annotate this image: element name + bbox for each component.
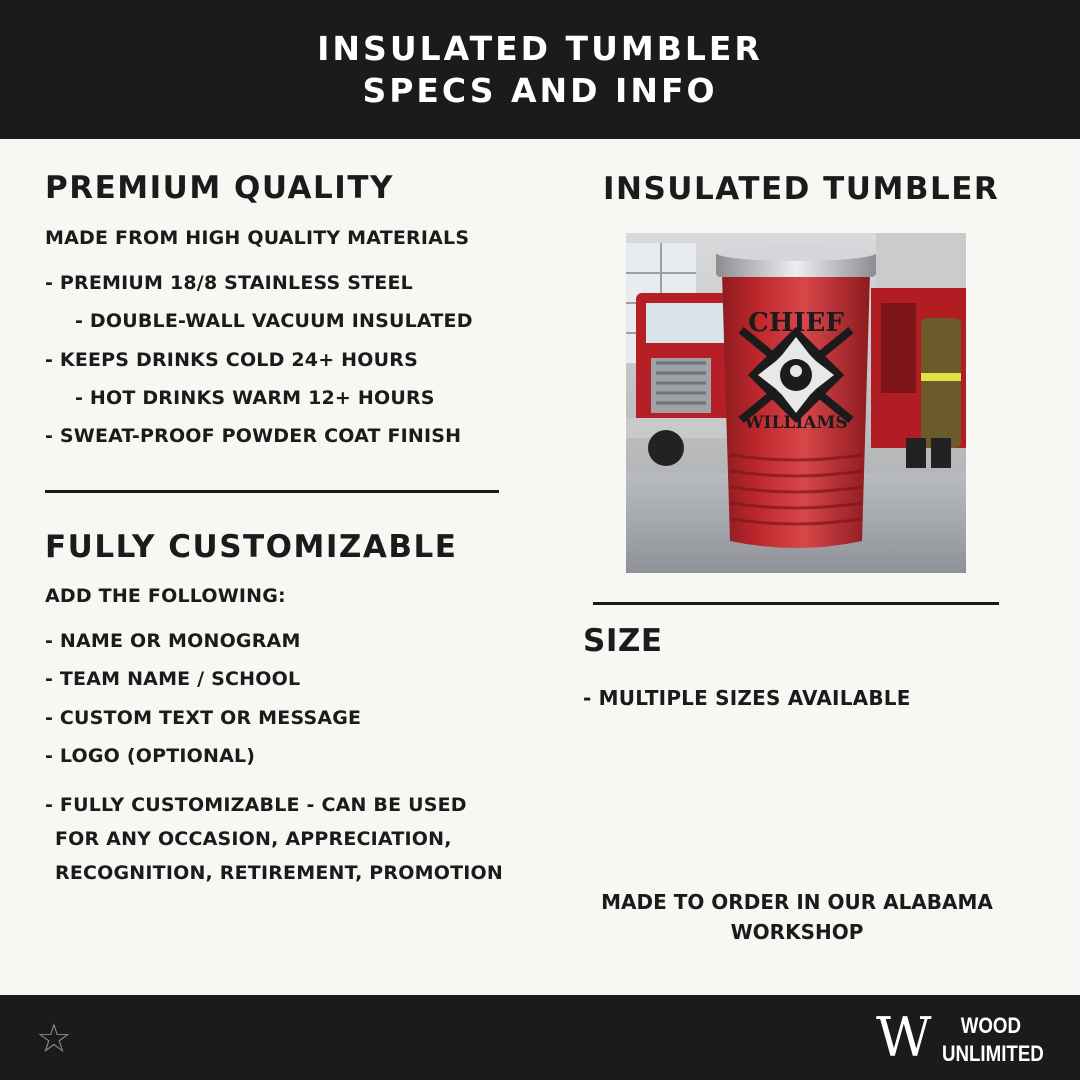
right-divider [593,602,999,605]
customizable-heading: FULLY CUSTOMIZABLE [45,529,458,565]
premium-item: - KEEPS DRINKS COLD 24+ HOURS [45,349,418,371]
premium-item: - PREMIUM 18/8 STAINLESS STEEL [45,272,413,294]
premium-item: - SWEAT-PROOF POWDER COAT FINISH [45,425,462,447]
product-heading: INSULATED TUMBLER [603,171,1000,207]
left-divider [45,490,499,493]
customizable-intro: ADD THE FOLLOWING: [45,585,286,607]
customizable-item: - TEAM NAME / SCHOOL [45,668,301,690]
size-heading: SIZE [583,623,663,659]
made-to-order-note [583,887,1011,947]
customizable-item: - NAME OR MONOGRAM [45,630,301,652]
made-to-order-line1: MADE TO ORDER IN OUR ALABAMA [601,890,993,914]
engraving-bottom: WILLIAMS [744,413,848,433]
logo-w-monogram: W [876,1006,926,1069]
header-title-line1: INSULATED TUMBLER [317,28,763,68]
premium-intro: MADE FROM HIGH QUALITY MATERIALS [45,227,470,249]
logo-word-1: WOOD [960,1013,1021,1038]
header-title-line2: SPECS AND INFO [362,70,718,110]
premium-item: - DOUBLE-WALL VACUUM INSULATED [75,310,473,332]
customizable-item: - CUSTOM TEXT OR MESSAGE [45,707,362,729]
customizable-note-line: FOR ANY OCCASION, APPRECIATION, [55,828,452,850]
star-outline-icon: ☆ [36,1016,72,1062]
premium-quality-heading: PREMIUM QUALITY [45,170,394,206]
customizable-note-line: - FULLY CUSTOMIZABLE - CAN BE USED [45,794,467,816]
header-banner [0,0,1080,139]
customizable-item: - LOGO (OPTIONAL) [45,745,256,767]
size-item: - MULTIPLE SIZES AVAILABLE [583,686,911,710]
premium-item: - HOT DRINKS WARM 12+ HOURS [75,387,435,409]
logo-wordmark [942,1012,1044,1068]
logo-word-2: UNLIMITED [942,1041,1044,1066]
customizable-note-line: RECOGNITION, RETIREMENT, PROMOTION [55,862,503,884]
made-to-order-line2: WORKSHOP [730,920,864,944]
brand-logo [876,1008,1056,1068]
engraving-top: CHIEF [748,308,844,338]
tumbler-product-photo [626,233,966,573]
